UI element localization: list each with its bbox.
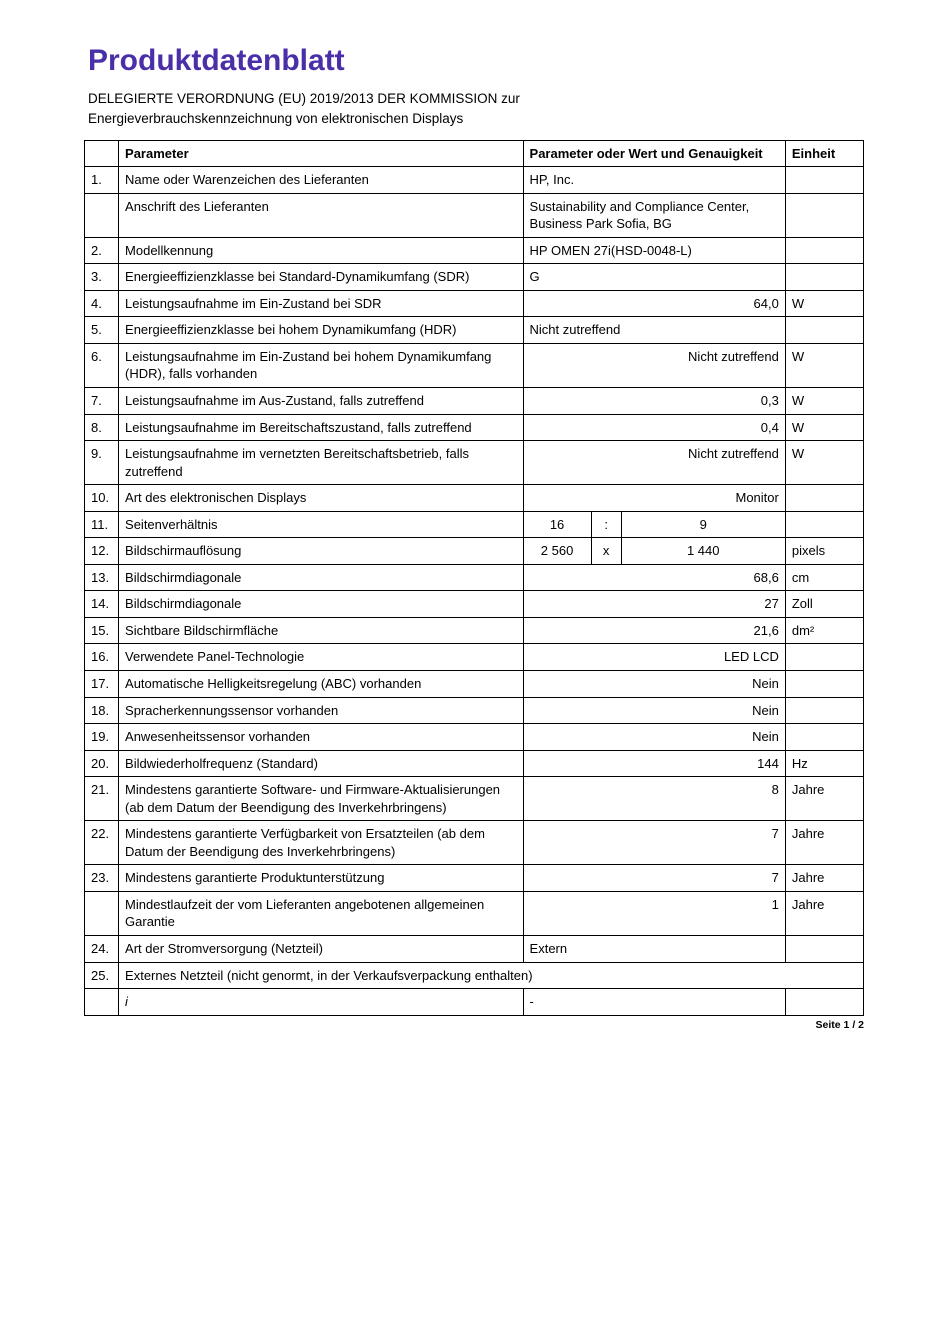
psu-detail-unit: [785, 989, 863, 1016]
row-value: Nicht zutreffend: [523, 343, 785, 387]
table-row: [85, 441, 864, 485]
table-row: [85, 237, 864, 264]
header-value: Parameter oder Wert und Genauigkeit: [523, 140, 785, 167]
row-num: 8.: [85, 414, 119, 441]
row-unit: [785, 936, 863, 963]
row-num: [85, 891, 119, 935]
row-unit: Jahre: [785, 865, 863, 892]
row-unit: cm: [785, 564, 863, 591]
table-row: [85, 821, 864, 865]
row-num: 19.: [85, 724, 119, 751]
aspect-ratio-separator: :: [591, 511, 621, 538]
header-parameter: Parameter: [119, 140, 524, 167]
table-body: [85, 140, 864, 1015]
row-unit: [785, 644, 863, 671]
row-num: 5.: [85, 317, 119, 344]
row-num: 6.: [85, 343, 119, 387]
resolution-height: 1 440: [621, 538, 785, 565]
resolution-separator: x: [591, 538, 621, 565]
table-header-row: [85, 140, 864, 167]
table-row: [85, 697, 864, 724]
row-unit: dm²: [785, 617, 863, 644]
row-num: [85, 193, 119, 237]
row-unit: pixels: [785, 538, 863, 565]
table-row-resolution: [85, 538, 864, 565]
row-unit: [785, 724, 863, 751]
row-parameter: Mindestlaufzeit der vom Lieferanten angebotenen allgemeinen Garantie: [119, 891, 524, 935]
table-row: [85, 317, 864, 344]
row-unit: Jahre: [785, 821, 863, 865]
row-parameter: Externes Netzteil (nicht genormt, in der Verkaufsverpackung enthalten): [119, 962, 864, 989]
table-row-external-psu-detail: [85, 989, 864, 1016]
row-value: Sustainability and Compliance Center, Business Park Sofia, BG: [523, 193, 785, 237]
row-parameter: Leistungsaufnahme im vernetzten Bereitschaftsbetrieb, falls zutreffend: [119, 441, 524, 485]
psu-detail-marker: i: [119, 989, 524, 1016]
row-value: HP OMEN 27i(HSD-0048-L): [523, 237, 785, 264]
row-value: LED LCD: [523, 644, 785, 671]
header-num: [85, 140, 119, 167]
row-num: 22.: [85, 821, 119, 865]
subtitle-line-1: DELEGIERTE VERORDNUNG (EU) 2019/2013 DER KOMMISSION zur: [88, 91, 520, 106]
row-value: Extern: [523, 936, 785, 963]
row-num: 7.: [85, 387, 119, 414]
row-num: 12.: [85, 538, 119, 565]
row-num: 2.: [85, 237, 119, 264]
row-unit: [785, 317, 863, 344]
table-row: [85, 264, 864, 291]
page-footer: Seite 1 / 2: [815, 1018, 864, 1031]
table-row: [85, 414, 864, 441]
row-num: 13.: [85, 564, 119, 591]
document-subtitle: [84, 89, 864, 130]
row-parameter: Mindestens garantierte Verfügbarkeit von Ersatzteilen (ab dem Datum der Beendigung des Inverkehrbringens): [119, 821, 524, 865]
row-num: 9.: [85, 441, 119, 485]
row-num: 24.: [85, 936, 119, 963]
row-num: 1.: [85, 167, 119, 194]
table-row: [85, 167, 864, 194]
row-value: 8: [523, 777, 785, 821]
row-parameter: Bildschirmdiagonale: [119, 591, 524, 618]
row-parameter: Bildschirmauflösung: [119, 538, 524, 565]
row-parameter: Bildwiederholfrequenz (Standard): [119, 750, 524, 777]
table-row: [85, 193, 864, 237]
aspect-ratio-width: 16: [523, 511, 591, 538]
row-num: 4.: [85, 290, 119, 317]
aspect-ratio-height: 9: [621, 511, 785, 538]
row-unit: W: [785, 290, 863, 317]
row-value: 68,6: [523, 564, 785, 591]
row-parameter: Art der Stromversorgung (Netzteil): [119, 936, 524, 963]
row-value: 1: [523, 891, 785, 935]
row-value: 27: [523, 591, 785, 618]
row-value: 7: [523, 865, 785, 892]
row-unit: [785, 511, 863, 538]
table-row: [85, 617, 864, 644]
row-unit: [785, 264, 863, 291]
row-unit: W: [785, 387, 863, 414]
row-value: Nein: [523, 697, 785, 724]
row-value: 0,4: [523, 414, 785, 441]
row-unit: W: [785, 414, 863, 441]
page-title: Produktdatenblatt: [88, 44, 345, 77]
table-row: [85, 564, 864, 591]
row-parameter: Automatische Helligkeitsregelung (ABC) vorhanden: [119, 670, 524, 697]
table-row: [85, 891, 864, 935]
row-num: 21.: [85, 777, 119, 821]
row-unit: [785, 237, 863, 264]
row-num: 17.: [85, 670, 119, 697]
row-value: 64,0: [523, 290, 785, 317]
row-unit: [785, 193, 863, 237]
row-parameter: Verwendete Panel-Technologie: [119, 644, 524, 671]
row-unit: Jahre: [785, 777, 863, 821]
row-parameter: Leistungsaufnahme im Aus-Zustand, falls zutreffend: [119, 387, 524, 414]
table-row: [85, 936, 864, 963]
row-value: Nein: [523, 724, 785, 751]
resolution-width: 2 560: [523, 538, 591, 565]
row-parameter: Seitenverhältnis: [119, 511, 524, 538]
row-unit: [785, 670, 863, 697]
row-value: HP, Inc.: [523, 167, 785, 194]
row-parameter: Anschrift des Lieferanten: [119, 193, 524, 237]
row-parameter: Energieeffizienzklasse bei Standard-Dynamikumfang (SDR): [119, 264, 524, 291]
table-row: [85, 865, 864, 892]
table-row: [85, 343, 864, 387]
product-datasheet-page: [84, 44, 864, 1031]
table-row-external-psu: [85, 962, 864, 989]
row-value: 0,3: [523, 387, 785, 414]
row-parameter: Mindestens garantierte Software- und Firmware-Aktualisierungen (ab dem Datum der Beendigung des Inverkehrbringens): [119, 777, 524, 821]
psu-detail-value: -: [523, 989, 785, 1016]
row-value: Nein: [523, 670, 785, 697]
row-parameter: Bildschirmdiagonale: [119, 564, 524, 591]
row-parameter: Leistungsaufnahme im Bereitschaftszustand, falls zutreffend: [119, 414, 524, 441]
header-unit: Einheit: [785, 140, 863, 167]
table-row: [85, 591, 864, 618]
row-parameter: Energieeffizienzklasse bei hohem Dynamikumfang (HDR): [119, 317, 524, 344]
table-row: [85, 644, 864, 671]
row-unit: Jahre: [785, 891, 863, 935]
row-num: 23.: [85, 865, 119, 892]
row-parameter: Leistungsaufnahme im Ein-Zustand bei SDR: [119, 290, 524, 317]
row-parameter: Mindestens garantierte Produktunterstützung: [119, 865, 524, 892]
row-unit: Zoll: [785, 591, 863, 618]
row-unit: [785, 485, 863, 512]
row-num: 16.: [85, 644, 119, 671]
row-parameter: Leistungsaufnahme im Ein-Zustand bei hohem Dynamikumfang (HDR), falls vorhanden: [119, 343, 524, 387]
table-row: [85, 777, 864, 821]
row-value: Nicht zutreffend: [523, 317, 785, 344]
table-row-aspect-ratio: [85, 511, 864, 538]
row-num: 11.: [85, 511, 119, 538]
row-parameter: Anwesenheitssensor vorhanden: [119, 724, 524, 751]
row-num: [85, 989, 119, 1016]
row-unit: [785, 167, 863, 194]
row-parameter: Modellkennung: [119, 237, 524, 264]
row-value: Nicht zutreffend: [523, 441, 785, 485]
row-unit: W: [785, 441, 863, 485]
row-num: 3.: [85, 264, 119, 291]
product-data-table: [84, 140, 864, 1016]
row-value: 144: [523, 750, 785, 777]
table-row: [85, 485, 864, 512]
table-row: [85, 290, 864, 317]
row-value: Monitor: [523, 485, 785, 512]
row-unit: [785, 697, 863, 724]
row-num: 20.: [85, 750, 119, 777]
subtitle-line-2: Energieverbrauchskennzeichnung von elektronischen Displays: [88, 111, 464, 127]
row-unit: W: [785, 343, 863, 387]
row-num: 14.: [85, 591, 119, 618]
row-num: 15.: [85, 617, 119, 644]
row-parameter: Spracherkennungssensor vorhanden: [119, 697, 524, 724]
table-row: [85, 387, 864, 414]
row-num: 18.: [85, 697, 119, 724]
row-unit: Hz: [785, 750, 863, 777]
table-row: [85, 750, 864, 777]
table-row: [85, 724, 864, 751]
row-value: G: [523, 264, 785, 291]
row-num: 25.: [85, 962, 119, 989]
row-parameter: Name oder Warenzeichen des Lieferanten: [119, 167, 524, 194]
row-parameter: Art des elektronischen Displays: [119, 485, 524, 512]
row-value: 7: [523, 821, 785, 865]
row-parameter: Sichtbare Bildschirmfläche: [119, 617, 524, 644]
row-value: 21,6: [523, 617, 785, 644]
row-num: 10.: [85, 485, 119, 512]
table-row: [85, 670, 864, 697]
